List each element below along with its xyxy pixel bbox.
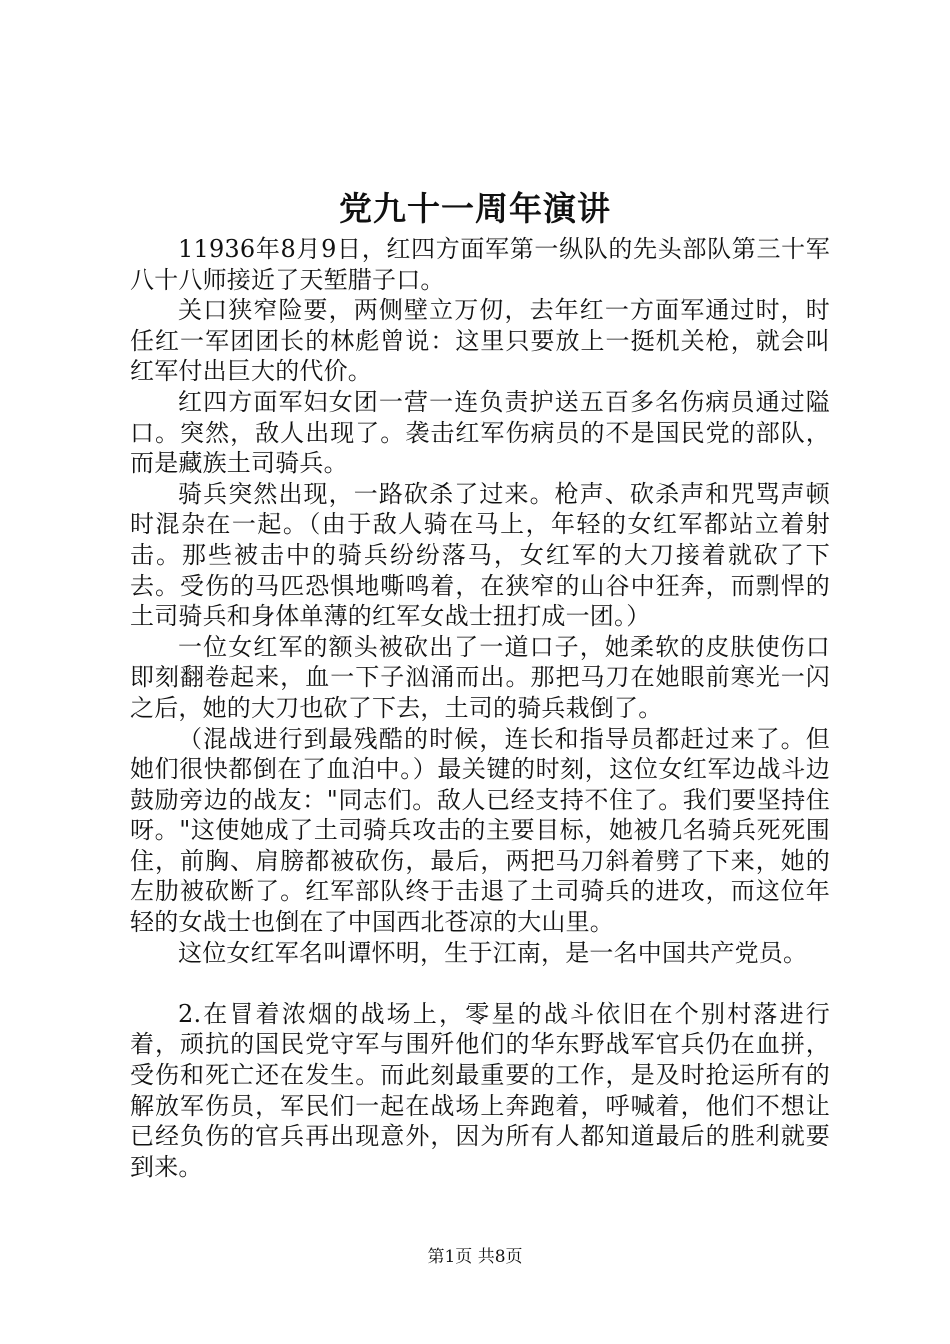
paragraph: （混战进行到最残酷的时候，连长和指导员都赶过来了。但她们很快都倒在了血泊中。）最关键的时刻，这位女红军边战斗边鼓励旁边的战友："同志们。敌人已经支持不住了。我们要坚持住呀。"这使她成了土司骑兵攻击的主要目标，她被几名骑兵死死围住，前胸、肩膀都被砍伤，最后，两把马刀斜着劈了下来，她的左肋被砍断了。红军部队终于击退了土司骑兵的进攻，而这位年轻的女战士也倒在了中国西北苍凉的大山里。 — [130, 724, 830, 937]
paragraph: 2.在冒着浓烟的战场上，零星的战斗依旧在个别村落进行着，顽抗的国民党守军与围歼他们的华东野战军官兵仍在血拼，受伤和死亡还在发生。而此刻最重要的工作，是及时抢运所有的解放军伤员，军民们一起在战场上奔跑着，呼喊着，他们不想让已经负伤的官兵再出现意外，因为所有人都知道最后的胜利就要到来。 — [130, 999, 830, 1181]
paragraph: 骑兵突然出现，一路砍杀了过来。枪声、砍杀声和咒骂声顿时混杂在一起。（由于敌人骑在马上，年轻的女红军都站立着射击。那些被击中的骑兵纷纷落马，女红军的大刀接着就砍了下去。受伤的马匹恐惧地嘶鸣着，在狭窄的山谷中狂奔，而剽悍的土司骑兵和身体单薄的红军女战士扭打成一团。） — [130, 479, 830, 631]
page-number: 第1页 共8页 — [427, 1247, 523, 1267]
paragraph: 11936年8月9日，红四方面军第一纵队的先头部队第三十军八十八师接近了天堑腊子口。 — [130, 235, 830, 294]
document-title: 党九十一周年演讲 — [339, 189, 611, 228]
paragraph: 这位女红军名叫谭怀明，生于江南，是一名中国共产党员。 — [178, 938, 808, 967]
document-body — [130, 234, 830, 1182]
paragraph: 一位女红军的额头被砍出了一道口子，她柔软的皮肤使伤口即刻翻卷起来，血一下子汹涌而出。那把马刀在她眼前寒光一闪之后，她的大刀也砍了下去，土司的骑兵栽倒了。 — [130, 632, 830, 722]
paragraph: 红四方面军妇女团一营一连负责护送五百多名伤病员通过隘口。突然，敌人出现了。袭击红军伤病员的不是国民党的部队，而是藏族土司骑兵。 — [130, 387, 830, 478]
paragraph: 关口狭窄险要，两侧壁立万仞，去年红一方面军通过时，时任红一军团团长的林彪曾说：这里只要放上一挺机关枪，就会叫红军付出巨大的代价。 — [130, 296, 830, 386]
